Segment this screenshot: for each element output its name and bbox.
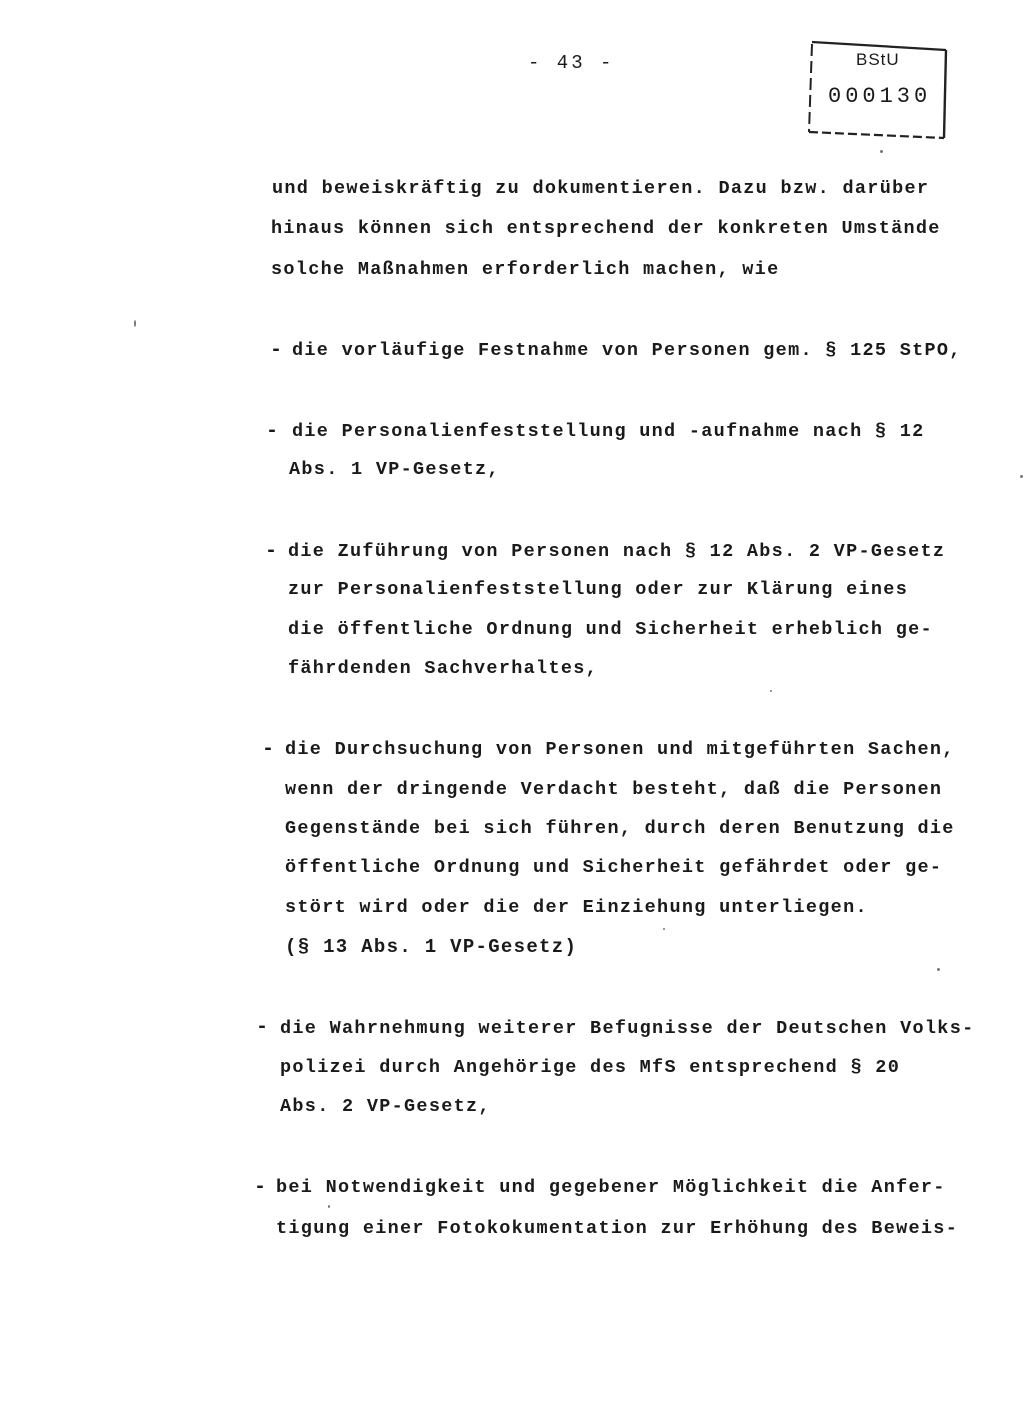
list-item-line: Gegenstände bei sich führen, durch deren Benutzung die — [285, 818, 955, 839]
list-item-line: die öffentliche Ordnung und Sicherheit erheblich ge- — [288, 619, 933, 640]
list-item-line: (§ 13 Abs. 1 VP-Gesetz) — [285, 936, 578, 958]
list-item-line: die Zuführung von Personen nach § 12 Abs. 2 VP-Gesetz — [288, 541, 946, 562]
list-bullet-dash: - — [262, 738, 275, 761]
intro-line: und beweiskräftig zu dokumentieren. Dazu bzw. darüber — [272, 178, 930, 199]
list-bullet-dash: - — [265, 540, 278, 563]
list-bullet-dash: - — [256, 1016, 269, 1039]
list-item-line: polizei durch Angehörige des MfS entsprechend § 20 — [280, 1057, 901, 1078]
list-item-line: zur Personalienfeststellung oder zur Klärung eines — [288, 579, 909, 600]
list-item-line: die Personalienfeststellung und -aufnahme nach § 12 — [292, 421, 925, 442]
page-number: - 43 - — [528, 52, 615, 74]
scan-speck — [1020, 475, 1023, 478]
scan-speck — [937, 968, 940, 971]
scan-speck — [328, 1205, 330, 1208]
list-item-line: tigung einer Fotokokumentation zur Erhöhung des Beweis- — [276, 1218, 959, 1239]
list-item-line: die vorläufige Festnahme von Personen gem. § 125 StPO, — [292, 340, 962, 361]
archive-stamp — [806, 40, 948, 140]
list-item-line: öffentliche Ordnung und Sicherheit gefährdet oder ge- — [285, 857, 943, 878]
list-item-line: fährdenden Sachverhaltes, — [288, 658, 599, 679]
list-item-line: die Wahrnehmung weiterer Befugnisse der Deutschen Volks- — [280, 1018, 975, 1039]
scan-speck — [134, 320, 136, 327]
list-item-line: Abs. 1 VP-Gesetz, — [289, 459, 500, 480]
list-bullet-dash: - — [254, 1176, 267, 1199]
scan-speck — [880, 150, 883, 153]
list-item-line: stört wird oder die der Einziehung unterliegen. — [285, 897, 868, 918]
stamp-number: 000130 — [828, 84, 932, 109]
intro-line: hinaus können sich entsprechend der konkreten Umstände — [271, 218, 941, 239]
list-item-line: wenn der dringende Verdacht besteht, daß die Personen — [285, 779, 943, 800]
intro-line: solche Maßnahmen erforderlich machen, wie — [271, 259, 780, 280]
list-item-line: die Durchsuchung von Personen und mitgeführten Sachen, — [285, 739, 955, 760]
list-item-line: Abs. 2 VP-Gesetz, — [280, 1096, 491, 1117]
list-bullet-dash: - — [270, 339, 283, 362]
stamp-title: BStU — [856, 50, 900, 69]
scan-speck — [663, 928, 665, 930]
list-bullet-dash: - — [266, 420, 279, 443]
list-item-line: bei Notwendigkeit und gegebener Möglichkeit die Anfer- — [276, 1177, 946, 1198]
scan-speck — [770, 690, 772, 692]
